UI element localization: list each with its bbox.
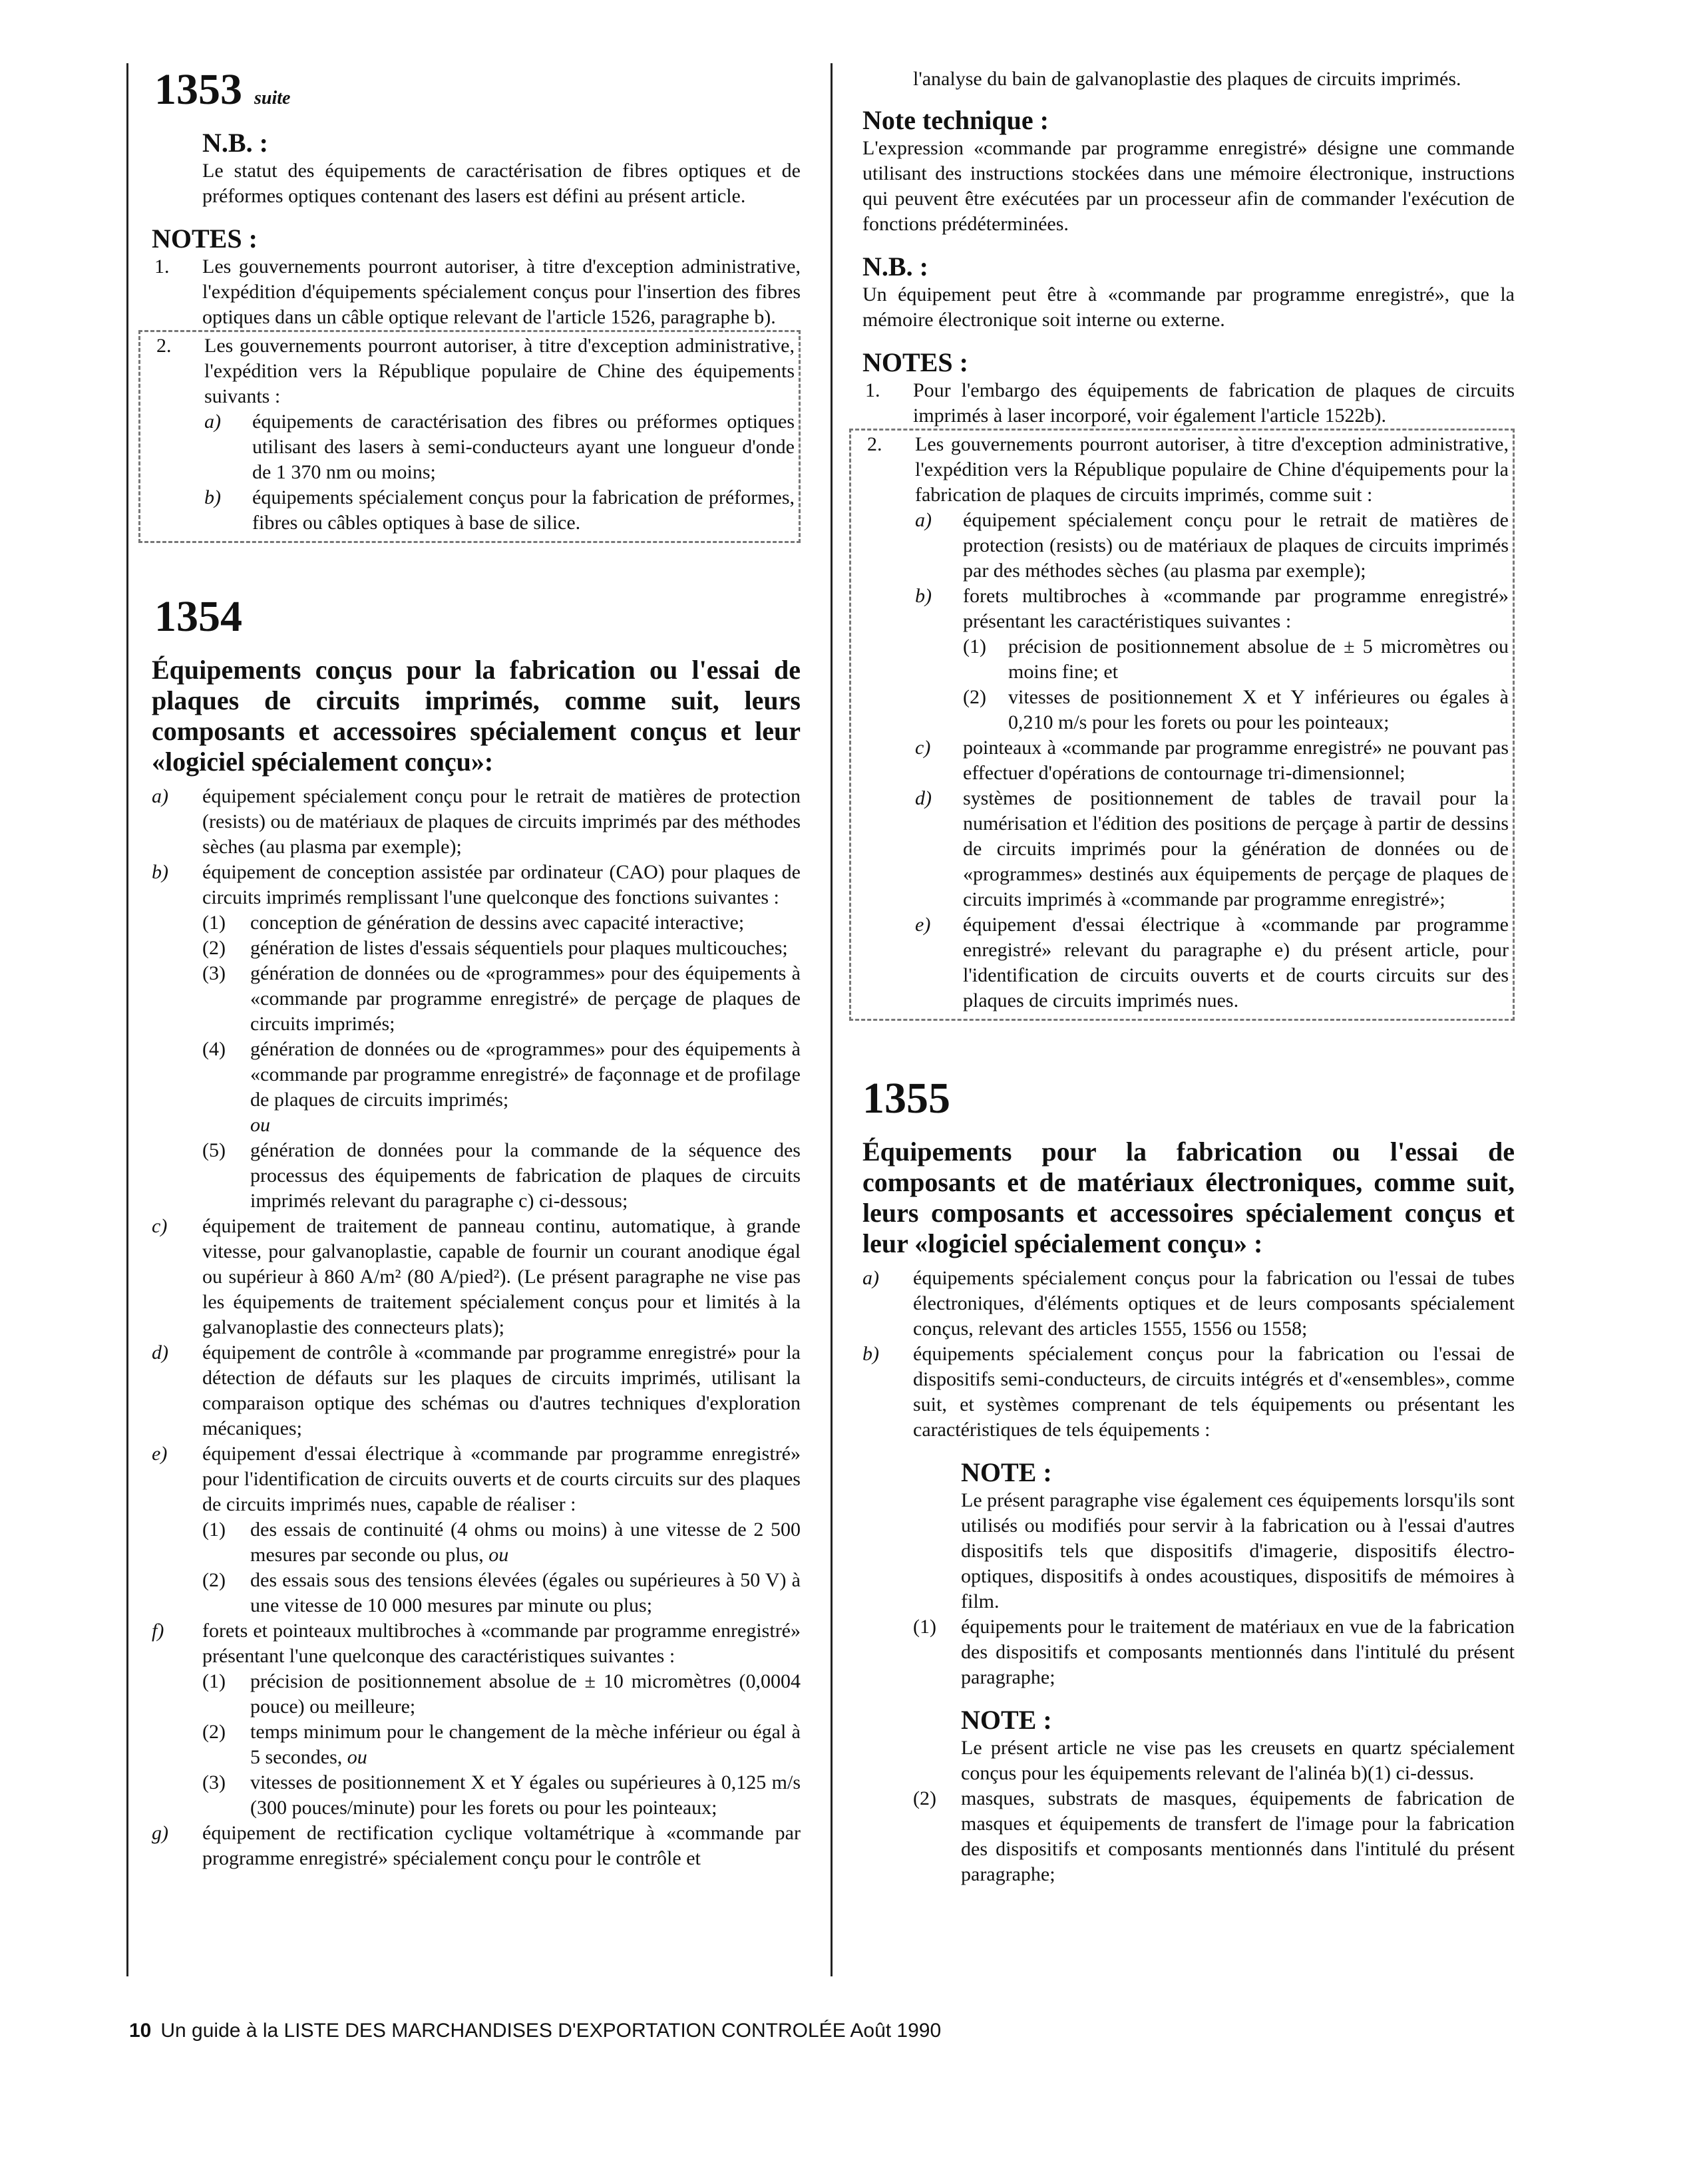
item-text: équipements pour le traitement de matériaux en vue de la fabrication des dispositifs et composants mentionnés dans l'intitulé du présent paragraphe; <box>961 1616 1515 1688</box>
center-column-rule <box>831 63 833 1976</box>
item-b <box>862 1342 1515 1443</box>
note-text: Le présent paragraphe vise également ces équipements lorsqu'ils sont utilisés ou modifiés pour servir à la fabrication ou à l'essai d'autres dispositifs tels que dispositifs d'imagerie, dispositifs électro-optiques, dispositifs à ondes acoustiques, dispositifs de mémoires à film. <box>961 1489 1515 1612</box>
item-text: génération de données ou de «programmes» pour des équipements à «commande par programme enregistré» de façonnage et de profilage de plaques de circuits imprimés; <box>250 1038 801 1111</box>
note-2-c <box>864 735 1509 786</box>
note-label: 1. <box>154 256 170 277</box>
note-2-box <box>138 330 801 543</box>
item-b <box>152 860 801 910</box>
item-a <box>862 1266 1515 1342</box>
item-label: (1) <box>202 1670 226 1692</box>
item-b-2 <box>152 936 801 961</box>
nb-title: N.B. : <box>862 252 928 281</box>
item-text: équipement de rectification cyclique voltamétrique à «commande par programme enregistré» spécialement conçu pour le contrôle et <box>202 1822 801 1869</box>
item-a <box>152 784 801 860</box>
item-label: c) <box>915 737 931 759</box>
item-label: (2) <box>913 1787 936 1809</box>
item-text: masques, substrats de masques, équipements de fabrication de masques et équipements de transfert de l'image pour la fabrication des dispositifs et composants mentionnés dans l'intitulé du présent paragraphe; <box>961 1787 1515 1885</box>
item-b-4 <box>152 1037 801 1138</box>
item-text: génération de listes d'essais séquentiels pour plaques multicouches; <box>250 937 788 959</box>
item-label: (1) <box>202 1519 226 1541</box>
item-text: vitesses de positionnement X et Y égales ou supérieures à 0,125 m/s (300 pouces/minute) pour les forets ou pour les pointeaux; <box>250 1771 801 1819</box>
note-title: NOTE : <box>961 1705 1052 1735</box>
item-label: g) <box>152 1822 168 1844</box>
page-number: 10 <box>129 2020 152 2042</box>
note-2 <box>864 432 1509 508</box>
note-label: 2. <box>867 433 882 455</box>
item-label: a) <box>204 411 221 433</box>
item-label: e) <box>152 1443 168 1465</box>
item-label: b) <box>204 486 221 508</box>
nb-block <box>152 128 801 209</box>
item-label: f) <box>152 1620 164 1642</box>
item-text: temps minimum pour le changement de la mèche inférieur ou égal à 5 secondes, <box>250 1721 801 1768</box>
section-1354-heading: Équipements conçus pour la fabrication ou l'essai de plaques de circuits imprimés, comme suit, leurs composants et accessoires spécialement conçus et leur «logiciel spécialement conçu»: <box>152 655 801 777</box>
item-e-1 <box>152 1517 801 1568</box>
section-1354-number: 1354 <box>154 592 242 641</box>
page-footer <box>129 2020 941 2042</box>
item-text: génération de données ou de «programmes» pour des équipements à «commande par programme enregistré» de perçage de plaques de circuits imprimés; <box>250 962 801 1035</box>
nb-title: N.B. : <box>202 128 268 158</box>
notes-title: NOTES : <box>862 347 968 377</box>
note-label: 1. <box>865 379 880 401</box>
section-1354-items <box>152 784 801 1871</box>
item-text: systèmes de positionnement de tables de travail pour la numérisation et l'édition des positions de perçage à partir de dessins de circuits imprimés pour la génération de données ou de «programmes» destinés aux équipements de perçage de plaques de circuits imprimés à «commande par programme enregistré»; <box>963 787 1509 910</box>
item-f-1 <box>152 1669 801 1720</box>
item-label: (1) <box>202 912 226 934</box>
or-text: ou <box>250 1114 270 1136</box>
item-text: équipements de caractérisation des fibres ou préformes optiques utilisant des lasers à semi-conducteurs ayant une longueur d'onde de 1 370 nm ou moins; <box>252 411 795 483</box>
item-text: vitesses de positionnement X et Y inférieures ou égales à 0,210 m/s pour les forets ou pour les pointeaux; <box>1008 686 1509 733</box>
left-column <box>152 67 801 1871</box>
item-label: a) <box>915 509 932 531</box>
section-1355-items <box>862 1266 1515 1887</box>
note-text: Les gouvernements pourront autoriser, à titre d'exception administrative, l'expédition vers la République populaire de Chine des équipements suivants : <box>204 335 795 407</box>
item-label: e) <box>915 914 931 936</box>
item-label: (3) <box>202 1771 226 1793</box>
note-2-a <box>864 508 1509 584</box>
item-label: d) <box>152 1342 168 1364</box>
item-label: d) <box>915 787 932 809</box>
item-text: équipement de contrôle à «commande par programme enregistré» pour la détection de défauts sur les plaques de circuits imprimés, utilisant la comparaison optique des schémas ou d'autres techniques d'exploration mécaniques; <box>202 1342 801 1439</box>
note-1 <box>862 378 1515 429</box>
item-label: (2) <box>202 937 226 959</box>
item-g <box>152 1821 801 1871</box>
right-column <box>862 67 1515 1887</box>
item-e-2 <box>152 1568 801 1618</box>
note-2 <box>154 333 795 409</box>
item-e <box>152 1441 801 1517</box>
item-label: b) <box>915 585 932 607</box>
item-f-3 <box>152 1770 801 1821</box>
section-1355-number: 1355 <box>862 1074 950 1123</box>
item-f-2 <box>152 1720 801 1770</box>
item-text: précision de positionnement absolue de ± 10 micromètres (0,0004 pouce) ou meilleure; <box>250 1670 801 1718</box>
item-text: équipements spécialement conçus pour la fabrication ou l'essai de dispositifs semi-conducteurs, de circuits intégrés et d'«ensembles», comme suit, et systèmes comprenant de tels équipements ou présentant les caractéristiques de tels équipements : <box>913 1343 1515 1441</box>
item-text: équipement de conception assistée par ordinateur (CAO) pour plaques de circuits imprimés remplissant l'une quelconque des fonctions suivantes : <box>202 861 801 908</box>
item-label: c) <box>152 1215 168 1237</box>
note-text: Pour l'embargo des équipements de fabrication de plaques de circuits imprimés à laser incorporé, voir également l'article 1522b). <box>913 379 1515 427</box>
nb-text: Le statut des équipements de caractérisation de fibres optiques et de préformes optiques contenant des lasers est défini au présent article. <box>202 160 801 207</box>
note-2-a <box>154 409 795 485</box>
item-label: a) <box>862 1267 879 1289</box>
item-text: forets multibroches à «commande par programme enregistré» présentant les caractéristiques suivantes : <box>963 585 1509 632</box>
item-text: précision de positionnement absolue de ± 5 micromètres ou moins fine; et <box>1008 636 1509 683</box>
section-1353-header <box>154 67 801 113</box>
note-2-box <box>849 429 1515 1021</box>
note-text: Les gouvernements pourront autoriser, à titre d'exception administrative, l'expédition d'équipements spécialement conçus pour l'insertion des fibres optiques dans un câble optique relevant de l'article 1526, paragraphe b). <box>202 256 801 328</box>
note-2-b <box>154 485 795 536</box>
or-text: ou <box>488 1544 509 1566</box>
section-1355-heading: Équipements pour la fabrication ou l'essai de composants et de matériaux électroniques, comme suit, leurs composants et accessoires spécialement conçus et leur «logiciel spécialement conçu» : <box>862 1137 1515 1258</box>
left-column-rule <box>126 63 128 1976</box>
note-label: 2. <box>156 335 172 357</box>
item-f <box>152 1618 801 1669</box>
item-label: (2) <box>202 1569 226 1591</box>
item-text: des essais sous des tensions élevées (égales ou supérieures à 50 V) à une vitesse de 10 000 mesures par minute ou plus; <box>250 1569 801 1616</box>
item-text: pointeaux à «commande par programme enregistré» ne pouvant pas effectuer d'opérations de contournage tri-dimensionnel; <box>963 737 1509 784</box>
footer-text: Un guide à la LISTE DES MARCHANDISES D'EXPORTATION CONTROLÉE Août 1990 <box>160 2020 942 2042</box>
item-text: forets et pointeaux multibroches à «commande par programme enregistré» présentant l'une quelconque des caractéristiques suivantes : <box>202 1620 801 1667</box>
technical-note <box>862 105 1515 237</box>
suite-label: suite <box>254 88 291 108</box>
item-label: (5) <box>202 1139 226 1161</box>
item-c <box>152 1214 801 1340</box>
item-g-continued: l'analyse du bain de galvanoplastie des plaques de circuits imprimés. <box>913 68 1461 90</box>
item-label: b) <box>152 861 168 883</box>
note-block-b <box>862 1705 1515 1786</box>
item-text: génération de données pour la commande de la séquence des processus des équipements de fabrication de plaques de circuits imprimés relevant du paragraphe c) ci-dessous; <box>250 1139 801 1212</box>
note-2-d <box>864 786 1509 912</box>
notes-title: NOTES : <box>152 224 258 254</box>
item-text: équipements spécialement conçus pour la fabrication ou l'essai de tubes électroniques, d'éléments optiques et de leurs composants spécialement conçus, relevant des articles 1555, 1556 ou 1558; <box>913 1267 1515 1340</box>
note-2-b <box>864 584 1509 634</box>
note-2-e <box>864 912 1509 1013</box>
item-text: équipement de traitement de panneau continu, automatique, à grande vitesse, pour galvanoplastie, capable de fournir un courant anodique égal ou supérieur à 860 A/m² (80 A/pied²). (Le présent paragraphe ne vise pas les équipements de traitement spécialement conçus pour et limités à la galvanoplastie des connecteurs plats); <box>202 1215 801 1338</box>
or-text: ou <box>347 1746 367 1768</box>
item-text: conception de génération de dessins avec capacité interactive; <box>250 912 745 934</box>
item-b-5 <box>152 1138 801 1214</box>
item-text: des essais de continuité (4 ohms ou moins) à une vitesse de 2 500 mesures par seconde ou plus, <box>250 1519 801 1566</box>
item-b-2 <box>862 1786 1515 1887</box>
item-text: équipement spécialement conçu pour le retrait de matières de protection (resists) ou de matériaux de plaques de circuits imprimés par des méthodes sèches (au plasma par exemple); <box>202 785 801 858</box>
item-label: (3) <box>202 962 226 984</box>
item-label: (2) <box>963 686 986 708</box>
note-title: NOTE : <box>961 1457 1052 1487</box>
note-2-b-1 <box>864 634 1509 685</box>
nb-text: Un équipement peut être à «commande par programme enregistré», que la mémoire électronique soit interne ou externe. <box>862 283 1515 331</box>
item-d <box>152 1340 801 1441</box>
item-b-1 <box>862 1614 1515 1690</box>
technical-note-text: L'expression «commande par programme enregistré» désigne une commande utilisant des instructions stockées dans une mémoire électronique, instructions qui peuvent être exécutées par un processeur afin de commander l'exécution de fonctions prédéterminées. <box>862 137 1515 235</box>
item-text: équipement d'essai électrique à «commande par programme enregistré» relevant du paragraphe e) du présent article, pour l'identification de circuits ouverts et de courts circuits sur des plaques de circuits imprimés nues. <box>963 914 1509 1011</box>
note-text: Le présent article ne vise pas les creusets en quartz spécialement conçus pour les équipements relevant de l'alinéa b)(1) ci-dessus. <box>961 1737 1515 1784</box>
item-b-1 <box>152 910 801 936</box>
item-text: équipement d'essai électrique à «commande par programme enregistré» pour l'identification de circuits ouverts et de courts circuits sur des plaques de circuits imprimés nues, capable de réaliser : <box>202 1443 801 1515</box>
note-block-a <box>862 1457 1515 1614</box>
item-label: (4) <box>202 1038 226 1060</box>
item-b-3 <box>152 961 801 1037</box>
item-label: a) <box>152 785 168 807</box>
note-text: Les gouvernements pourront autoriser, à titre d'exception administrative, l'expédition vers la République populaire de Chine d'équipements pour la fabrication de plaques de circuits imprimés, comme suit : <box>915 433 1509 506</box>
nb-block <box>862 252 1515 333</box>
item-text: équipements spécialement conçus pour la fabrication de préformes, fibres ou câbles optiques à base de silice. <box>252 486 795 534</box>
technical-note-title: Note technique : <box>862 105 1049 135</box>
item-label: b) <box>862 1343 879 1365</box>
item-label: (1) <box>963 636 986 657</box>
item-text: équipement spécialement conçu pour le retrait de matières de protection (resists) ou de matériaux de plaques de circuits imprimés par des méthodes sèches (au plasma par exemple); <box>963 509 1509 582</box>
note-2-b-2 <box>864 685 1509 735</box>
section-number: 1353 <box>154 65 242 114</box>
item-label: (2) <box>202 1721 226 1743</box>
note-1 <box>152 254 801 330</box>
item-label: (1) <box>913 1616 936 1638</box>
